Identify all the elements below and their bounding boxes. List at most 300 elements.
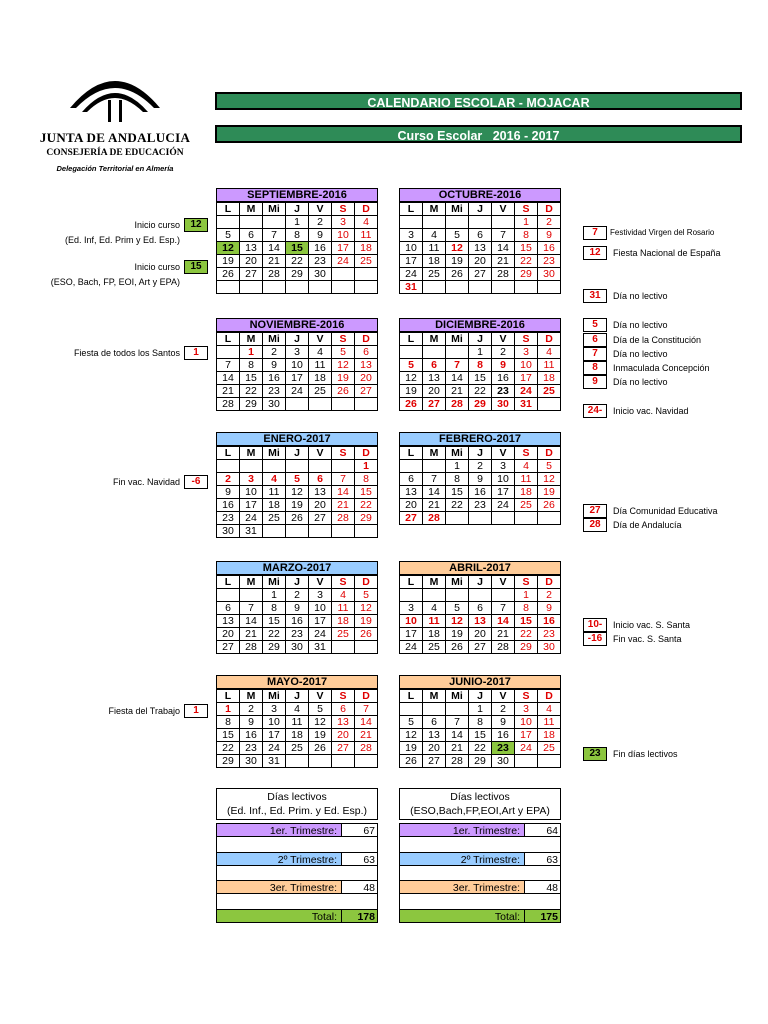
- day-cell: 27: [469, 641, 492, 654]
- day-cell: 30: [240, 755, 263, 768]
- day-cell: 27: [240, 268, 263, 281]
- weekday-header: S: [515, 690, 538, 703]
- summary-label: Total:: [399, 909, 525, 923]
- day-cell: 26: [217, 268, 240, 281]
- day-cell: 26: [446, 268, 469, 281]
- badge-right-note: 24-: [583, 404, 607, 418]
- day-cell: 15: [240, 372, 263, 385]
- day-cell: 21: [492, 255, 515, 268]
- weekday-header: J: [469, 447, 492, 460]
- day-cell: 13: [469, 242, 492, 255]
- day-cell: [446, 512, 469, 525]
- summary-subtitle: (ESO,Bach,FP,EOI,Art y EPA): [410, 805, 550, 817]
- note-todos-santos: Fiesta de todos los Santos: [73, 348, 180, 358]
- month-table: [216, 575, 378, 654]
- day-cell: [515, 512, 538, 525]
- weekday-header: L: [217, 333, 240, 346]
- day-cell: 1: [240, 346, 263, 359]
- weekday-header: L: [400, 690, 423, 703]
- day-cell: 23: [469, 499, 492, 512]
- day-cell: 16: [538, 242, 561, 255]
- day-cell: 27: [332, 742, 355, 755]
- day-cell: 20: [469, 255, 492, 268]
- right-note-text: Día no lectivo: [613, 291, 668, 301]
- weekday-header: D: [538, 576, 561, 589]
- weekday-header: D: [538, 447, 561, 460]
- day-cell: 26: [309, 742, 332, 755]
- day-cell: 25: [423, 268, 446, 281]
- day-cell: 25: [515, 499, 538, 512]
- note-inicio-curso-2-sub: (ESO, Bach, FP, EOI, Art y EPA): [50, 277, 180, 287]
- day-cell: 24: [286, 385, 309, 398]
- badge-right-note: -16: [583, 632, 607, 646]
- summary-header: [399, 788, 561, 820]
- month-table: [399, 689, 561, 768]
- day-cell: [446, 346, 469, 359]
- day-cell: [217, 460, 240, 473]
- day-cell: 7: [240, 602, 263, 615]
- day-cell: 28: [217, 398, 240, 411]
- note-fiesta-trabajo: Fiesta del Trabajo: [108, 706, 180, 716]
- day-cell: 22: [355, 499, 378, 512]
- weekday-header: J: [469, 333, 492, 346]
- logo-line-2: CONSEJERÍA DE EDUCACIÓN: [46, 148, 184, 158]
- day-cell: 23: [217, 512, 240, 525]
- day-cell: 11: [355, 229, 378, 242]
- summary-value: 64: [525, 823, 561, 837]
- day-cell: 5: [446, 229, 469, 242]
- day-cell: 9: [309, 229, 332, 242]
- badge-right-note: 27: [583, 504, 607, 518]
- day-cell: [309, 398, 332, 411]
- right-note-text: Día no lectivo: [613, 377, 668, 387]
- weekday-header: M: [240, 203, 263, 216]
- day-cell: 2: [263, 346, 286, 359]
- day-cell: 19: [355, 615, 378, 628]
- day-cell: 19: [332, 372, 355, 385]
- page-title: CALENDARIO ESCOLAR - MOJACAR: [215, 92, 742, 110]
- day-cell: 14: [263, 242, 286, 255]
- summary-row: [216, 909, 378, 923]
- day-cell: 1: [469, 346, 492, 359]
- summary-label: 3er. Trimestre:: [216, 880, 342, 894]
- day-cell: [332, 641, 355, 654]
- summary-label: 2º Trimestre:: [216, 852, 342, 866]
- day-cell: [217, 346, 240, 359]
- weekday-header: Mi: [446, 203, 469, 216]
- day-cell: 21: [240, 628, 263, 641]
- summary-label: 3er. Trimestre:: [399, 880, 525, 894]
- day-cell: 4: [355, 216, 378, 229]
- day-cell: 8: [240, 359, 263, 372]
- weekday-header: V: [309, 576, 332, 589]
- day-cell: [538, 398, 561, 411]
- day-cell: 23: [538, 628, 561, 641]
- badge-right-note: 7: [583, 347, 607, 361]
- day-cell: [355, 398, 378, 411]
- day-cell: 20: [332, 729, 355, 742]
- day-cell: 13: [309, 486, 332, 499]
- day-cell: 26: [400, 398, 423, 411]
- day-cell: 1: [469, 703, 492, 716]
- day-cell: 4: [332, 589, 355, 602]
- day-cell: 13: [240, 242, 263, 255]
- day-cell: 16: [263, 372, 286, 385]
- junta-logo: [30, 62, 200, 182]
- day-cell: 24: [332, 255, 355, 268]
- day-cell: [423, 589, 446, 602]
- day-cell: 30: [217, 525, 240, 538]
- day-cell: 30: [538, 268, 561, 281]
- badge-right-note: 5: [583, 318, 607, 332]
- day-cell: 6: [423, 716, 446, 729]
- day-cell: 3: [515, 346, 538, 359]
- day-cell: [309, 525, 332, 538]
- day-cell: [217, 216, 240, 229]
- day-cell: [355, 268, 378, 281]
- day-cell: [263, 216, 286, 229]
- day-cell: 18: [423, 628, 446, 641]
- day-cell: 7: [492, 602, 515, 615]
- month-diciembre-2016: [399, 318, 561, 411]
- day-cell: 27: [423, 398, 446, 411]
- day-cell: 17: [286, 372, 309, 385]
- logo-line-3: Delegación Territorial en Almería: [56, 164, 174, 173]
- weekday-header: J: [469, 203, 492, 216]
- day-cell: 18: [309, 372, 332, 385]
- summary-spacer: [399, 837, 561, 852]
- summary-label: 1er. Trimestre:: [399, 823, 525, 837]
- month-septiembre-2016: [216, 188, 378, 294]
- day-cell: 2: [309, 216, 332, 229]
- day-cell: [240, 216, 263, 229]
- day-cell: 30: [492, 398, 515, 411]
- day-cell: 21: [423, 499, 446, 512]
- day-cell: 20: [400, 499, 423, 512]
- weekday-header: L: [217, 203, 240, 216]
- day-cell: 5: [400, 716, 423, 729]
- day-cell: 20: [469, 628, 492, 641]
- day-cell: 8: [469, 716, 492, 729]
- day-cell: 5: [332, 346, 355, 359]
- day-cell: 1: [286, 216, 309, 229]
- day-cell: 16: [309, 242, 332, 255]
- day-cell: 9: [286, 602, 309, 615]
- day-cell: [423, 703, 446, 716]
- day-cell: 4: [538, 346, 561, 359]
- weekday-header: L: [400, 203, 423, 216]
- day-cell: 16: [240, 729, 263, 742]
- day-cell: 24: [263, 742, 286, 755]
- day-cell: 9: [217, 486, 240, 499]
- month-febrero-2017: [399, 432, 561, 525]
- month-header: DICIEMBRE-2016: [399, 318, 561, 332]
- day-cell: [446, 281, 469, 294]
- day-cell: 10: [400, 242, 423, 255]
- summary-value: 63: [525, 852, 561, 866]
- summary-subtitle: (Ed. Inf., Ed. Prim. y Ed. Esp.): [226, 805, 368, 817]
- day-cell: 2: [492, 346, 515, 359]
- month-header: OCTUBRE-2016: [399, 188, 561, 202]
- month-header: JUNIO-2017: [399, 675, 561, 689]
- weekday-header: L: [217, 447, 240, 460]
- day-cell: 13: [423, 729, 446, 742]
- day-cell: 6: [217, 602, 240, 615]
- day-cell: [469, 216, 492, 229]
- day-cell: 16: [286, 615, 309, 628]
- month-table: [399, 202, 561, 294]
- day-cell: 20: [355, 372, 378, 385]
- day-cell: [538, 512, 561, 525]
- summary-header: [216, 788, 378, 820]
- day-cell: 7: [423, 473, 446, 486]
- weekday-header: L: [400, 333, 423, 346]
- day-cell: 5: [217, 229, 240, 242]
- badge-inicio-curso-2: 15: [184, 260, 208, 274]
- day-cell: 2: [217, 473, 240, 486]
- right-note-text: Día no lectivo: [613, 349, 668, 359]
- day-cell: 17: [492, 486, 515, 499]
- day-cell: 16: [217, 499, 240, 512]
- day-cell: 11: [538, 359, 561, 372]
- day-cell: 15: [217, 729, 240, 742]
- day-cell: 10: [400, 615, 423, 628]
- summary-row: [216, 852, 378, 866]
- day-cell: 14: [446, 729, 469, 742]
- day-cell: 17: [240, 499, 263, 512]
- day-cell: 7: [446, 359, 469, 372]
- day-cell: 19: [400, 385, 423, 398]
- weekday-header: Mi: [263, 576, 286, 589]
- day-cell: 2: [240, 703, 263, 716]
- day-cell: 29: [515, 268, 538, 281]
- weekday-header: D: [355, 576, 378, 589]
- day-cell: 28: [423, 512, 446, 525]
- day-cell: 15: [515, 242, 538, 255]
- day-cell: 11: [538, 716, 561, 729]
- day-cell: [240, 281, 263, 294]
- day-cell: 20: [309, 499, 332, 512]
- day-cell: 6: [240, 229, 263, 242]
- badge-right-note: 31: [583, 289, 607, 303]
- right-note-text: Día no lectivo: [613, 320, 668, 330]
- day-cell: 23: [240, 742, 263, 755]
- day-cell: [492, 216, 515, 229]
- day-cell: 5: [538, 460, 561, 473]
- weekday-header: S: [332, 447, 355, 460]
- day-cell: 23: [286, 628, 309, 641]
- day-cell: 17: [309, 615, 332, 628]
- day-cell: 5: [446, 602, 469, 615]
- day-cell: 10: [286, 359, 309, 372]
- weekday-header: M: [423, 447, 446, 460]
- day-cell: 7: [492, 229, 515, 242]
- day-cell: 17: [400, 255, 423, 268]
- right-note-text: Día Comunidad Educativa: [613, 506, 718, 516]
- right-note-text: Inmaculada Concepción: [613, 363, 710, 373]
- day-cell: 7: [355, 703, 378, 716]
- day-cell: 27: [355, 385, 378, 398]
- summary-label: Total:: [216, 909, 342, 923]
- weekday-header: D: [355, 447, 378, 460]
- day-cell: 6: [309, 473, 332, 486]
- day-cell: 26: [400, 755, 423, 768]
- day-cell: 4: [538, 703, 561, 716]
- note-inicio-curso-2: Inicio curso: [134, 262, 180, 272]
- day-cell: 11: [423, 242, 446, 255]
- day-cell: [469, 512, 492, 525]
- day-cell: 21: [446, 385, 469, 398]
- school-year-bar: [215, 125, 742, 143]
- day-cell: 26: [355, 628, 378, 641]
- day-cell: 6: [469, 229, 492, 242]
- day-cell: 30: [492, 755, 515, 768]
- junta-emblem-icon: [30, 62, 200, 128]
- day-cell: 7: [446, 716, 469, 729]
- day-cell: 3: [515, 703, 538, 716]
- month-noviembre-2016: [216, 318, 378, 411]
- day-cell: 23: [263, 385, 286, 398]
- day-cell: 6: [423, 359, 446, 372]
- weekday-header: Mi: [446, 690, 469, 703]
- day-cell: [263, 281, 286, 294]
- summary-spacer: [216, 866, 378, 880]
- day-cell: 13: [423, 372, 446, 385]
- note-inicio-curso-1: Inicio curso: [134, 220, 180, 230]
- day-cell: [492, 281, 515, 294]
- badge-right-note: 23: [583, 747, 607, 761]
- day-cell: 10: [240, 486, 263, 499]
- day-cell: 20: [423, 742, 446, 755]
- day-cell: 14: [355, 716, 378, 729]
- right-note-text: Fin días lectivos: [613, 749, 678, 759]
- day-cell: 12: [286, 486, 309, 499]
- month-header: MARZO-2017: [216, 561, 378, 575]
- day-cell: 12: [332, 359, 355, 372]
- day-cell: 31: [515, 398, 538, 411]
- day-cell: 6: [332, 703, 355, 716]
- day-cell: 16: [469, 486, 492, 499]
- day-cell: 10: [332, 229, 355, 242]
- note-inicio-curso-1-sub: (Ed. Inf, Ed. Prim y Ed. Esp.): [64, 235, 180, 245]
- day-cell: 28: [263, 268, 286, 281]
- day-cell: 13: [332, 716, 355, 729]
- day-cell: [332, 268, 355, 281]
- day-cell: 24: [400, 641, 423, 654]
- day-cell: 31: [240, 525, 263, 538]
- day-cell: [469, 589, 492, 602]
- day-cell: 24: [492, 499, 515, 512]
- day-cell: 24: [515, 742, 538, 755]
- day-cell: 15: [469, 729, 492, 742]
- weekday-header: Mi: [446, 447, 469, 460]
- day-cell: 19: [446, 255, 469, 268]
- day-cell: 13: [469, 615, 492, 628]
- day-cell: [355, 525, 378, 538]
- right-note-text: Inicio vac. S. Santa: [613, 620, 691, 630]
- day-cell: 22: [217, 742, 240, 755]
- day-cell: 1: [355, 460, 378, 473]
- day-cell: 22: [263, 628, 286, 641]
- day-cell: [332, 460, 355, 473]
- day-cell: 25: [538, 742, 561, 755]
- day-cell: 29: [355, 512, 378, 525]
- day-cell: 14: [240, 615, 263, 628]
- day-cell: 19: [309, 729, 332, 742]
- month-header: FEBRERO-2017: [399, 432, 561, 446]
- weekday-header: D: [538, 690, 561, 703]
- day-cell: 30: [309, 268, 332, 281]
- day-cell: 18: [355, 242, 378, 255]
- weekday-header: D: [355, 203, 378, 216]
- weekday-header: D: [538, 333, 561, 346]
- day-cell: 23: [492, 742, 515, 755]
- day-cell: 26: [286, 512, 309, 525]
- day-cell: 31: [263, 755, 286, 768]
- weekday-header: S: [332, 203, 355, 216]
- day-cell: 13: [400, 486, 423, 499]
- weekday-header: D: [355, 333, 378, 346]
- day-cell: 26: [332, 385, 355, 398]
- day-cell: 7: [217, 359, 240, 372]
- day-cell: [492, 589, 515, 602]
- day-cell: 19: [286, 499, 309, 512]
- badge-right-note: 9: [583, 375, 607, 389]
- day-cell: [355, 755, 378, 768]
- day-cell: 22: [515, 628, 538, 641]
- day-cell: [355, 281, 378, 294]
- weekday-header: J: [286, 690, 309, 703]
- day-cell: [263, 525, 286, 538]
- day-cell: 29: [217, 755, 240, 768]
- day-cell: [217, 281, 240, 294]
- day-cell: 3: [240, 473, 263, 486]
- day-cell: [240, 460, 263, 473]
- note-fin-navidad: Fin vac. Navidad: [112, 477, 180, 487]
- day-cell: [423, 281, 446, 294]
- day-cell: 3: [263, 703, 286, 716]
- badge-right-note: 12: [583, 246, 607, 260]
- day-cell: 28: [492, 641, 515, 654]
- right-note-text: Inicio vac. Navidad: [613, 406, 689, 416]
- day-cell: 18: [286, 729, 309, 742]
- day-cell: 21: [263, 255, 286, 268]
- day-cell: 12: [446, 615, 469, 628]
- day-cell: 13: [355, 359, 378, 372]
- day-cell: 21: [217, 385, 240, 398]
- summary-value: 178: [342, 909, 378, 923]
- day-cell: 26: [446, 641, 469, 654]
- day-cell: 22: [469, 385, 492, 398]
- day-cell: [263, 460, 286, 473]
- day-cell: 2: [538, 589, 561, 602]
- day-cell: 15: [446, 486, 469, 499]
- weekday-header: V: [492, 447, 515, 460]
- day-cell: 17: [400, 628, 423, 641]
- weekday-header: V: [492, 690, 515, 703]
- summary-spacer: [216, 837, 378, 852]
- day-cell: 29: [469, 755, 492, 768]
- day-cell: 28: [446, 398, 469, 411]
- day-cell: [240, 589, 263, 602]
- summary-label: 1er. Trimestre:: [216, 823, 342, 837]
- day-cell: 14: [217, 372, 240, 385]
- day-cell: 21: [332, 499, 355, 512]
- weekday-header: M: [423, 203, 446, 216]
- day-cell: 29: [515, 641, 538, 654]
- day-cell: 3: [492, 460, 515, 473]
- day-cell: [538, 755, 561, 768]
